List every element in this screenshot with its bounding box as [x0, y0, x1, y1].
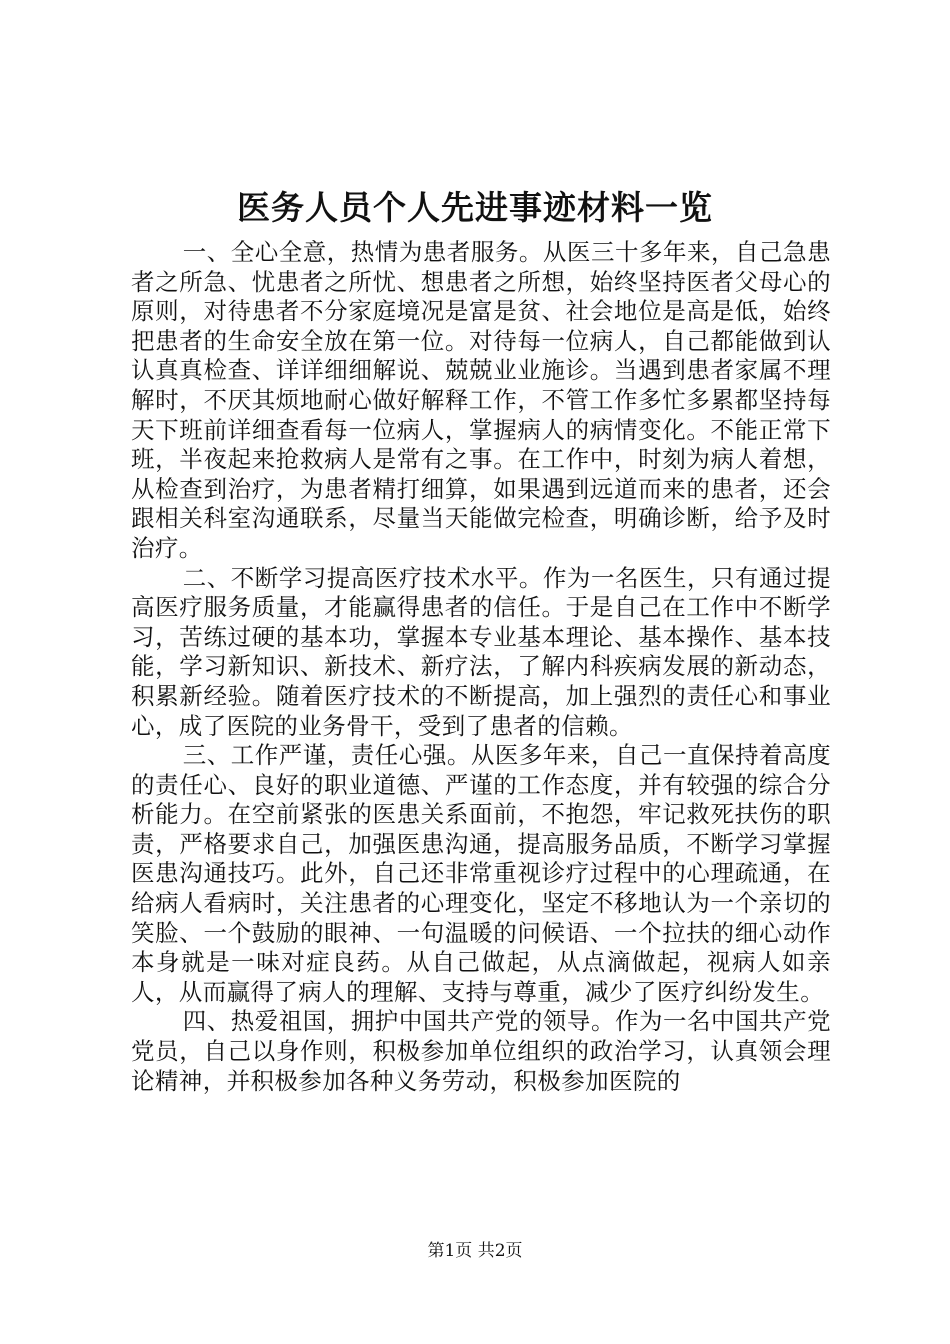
paragraph-1: 一、全心全意，热情为患者服务。从医三十多年来，自己急患者之所急、忧患者之所忧、想患者之所想，始终坚持医者父母心的原则，对待患者不分家庭境况是富是贫、社会地位是高是低，始终把患者的生命安全放在第一位。对待每一位病人，自己都能做到认认真真检查、详详细细解说、兢兢业业施诊。当遇到患者家属不理解时，不厌其烦地耐心做好解释工作，不管工作多忙多累都坚持每天下班前详细查看每一位病人，掌握病人的病情变化。不能正常下班，半夜起来抢救病人是常有之事。在工作中，时刻为病人着想，从检查到治疗，为患者精打细算，如果遇到远道而来的患者，还会跟相关科室沟通联系，尽量当天能做完检查，明确诊断，给予及时治疗。 [131, 238, 831, 562]
page-number-footer: 第1页 共2页 [427, 1241, 523, 1261]
paragraph-3: 三、工作严谨，责任心强。从医多年来，自己一直保持着高度的责任心、良好的职业道德、严谨的工作态度，并有较强的综合分析能力。在空前紧张的医患关系面前，不抱怨，牢记救死扶伤的职责，严格要求自己，加强医患沟通，提高服务品质，不断学习掌握医患沟通技巧。此外，自己还非常重视诊疗过程中的心理疏通，在给病人看病时，关注患者的心理变化，坚定不移地认为一个亲切的笑脸、一个鼓励的眼神、一句温暖的问候语、一个拉扶的细心动作本身就是一味对症良药。从自己做起，从点滴做起，视病人如亲人，从而赢得了病人的理解、支持与尊重，减少了医疗纠纷发生。 [131, 741, 831, 1006]
document-body [131, 238, 831, 1096]
paragraph-2: 二、不断学习提高医疗技术水平。作为一名医生，只有通过提高医疗服务质量，才能赢得患者的信任。于是自己在工作中不断学习，苦练过硬的基本功，掌握本专业基本理论、基本操作、基本技能，学习新知识、新技术、新疗法，了解内科疾病发展的新动态，积累新经验。随着医疗技术的不断提高，加上强烈的责任心和事业心，成了医院的业务骨干，受到了患者的信赖。 [131, 563, 831, 740]
paragraph-4: 四、热爱祖国，拥护中国共产党的领导。作为一名中国共产党党员，自己以身作则，积极参加单位组织的政治学习，认真领会理论精神，并积极参加各种义务劳动，积极参加医院的 [131, 1007, 831, 1095]
document-title: 医务人员个人先进事迹材料一览 [237, 188, 713, 227]
